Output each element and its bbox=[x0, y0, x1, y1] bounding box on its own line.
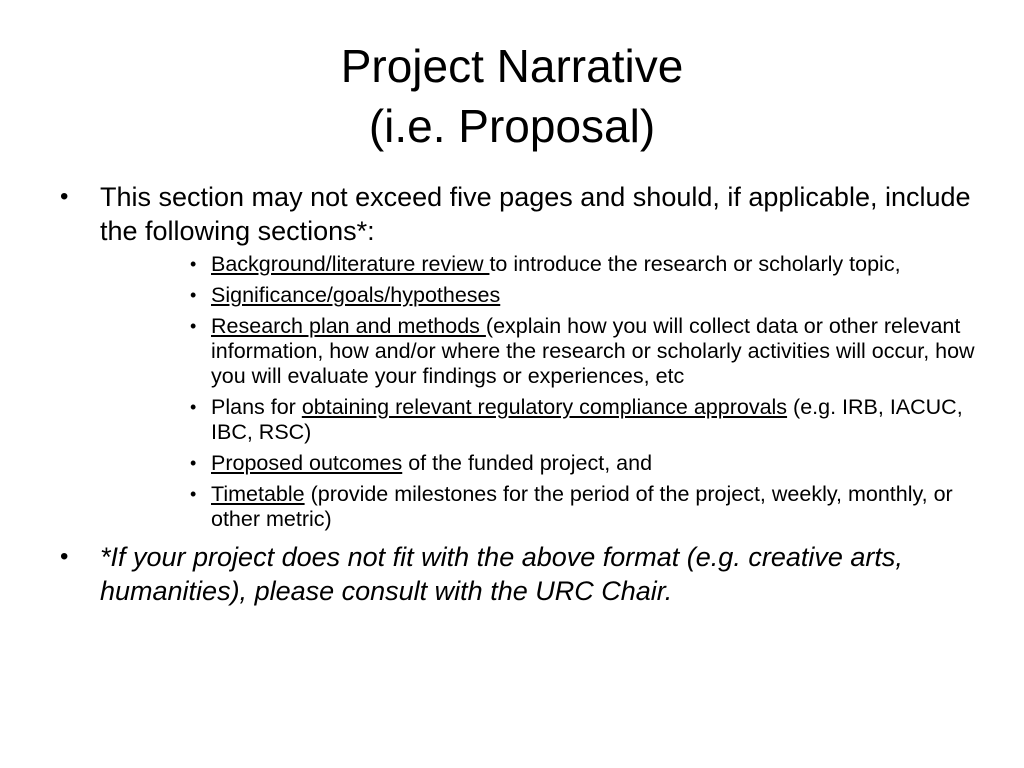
sub-item-underlined: Proposed outcomes bbox=[211, 451, 403, 475]
bullet-icon: • bbox=[60, 183, 69, 210]
bullet-icon: • bbox=[190, 254, 197, 274]
bullet-item-sections bbox=[60, 180, 980, 248]
sub-item-timetable bbox=[190, 482, 980, 532]
sub-item-text: (explain how you will collect data or other relevant information, how and/or where the research or scholarly activities will occur, how you will evaluate your findings or experiences, etc bbox=[211, 314, 975, 388]
sub-item-prefix: Plans for bbox=[211, 395, 302, 419]
sub-item-text: to introduce the research or scholarly topic, bbox=[489, 252, 901, 276]
sub-item-underlined: Research plan and methods bbox=[211, 314, 486, 338]
bullet-icon: • bbox=[60, 543, 69, 570]
slide-body bbox=[60, 180, 980, 612]
sub-item-significance bbox=[190, 283, 980, 308]
sub-item-text: (e.g. IRB, IACUC, IBC, RSC) bbox=[211, 395, 963, 444]
sub-item-underlined: Timetable bbox=[211, 482, 305, 506]
bullet-text: *If your project does not fit with the above format (e.g. creative arts, humanities), please consult with the URC Chair. bbox=[100, 542, 903, 606]
slide-title bbox=[0, 36, 1024, 156]
sub-item-underlined: Significance/goals/hypotheses bbox=[211, 283, 501, 307]
sub-bullet-list bbox=[60, 252, 980, 532]
bullet-item-note bbox=[60, 540, 980, 608]
sub-item-text: of the funded project, and bbox=[402, 451, 653, 475]
sub-item-underlined: obtaining relevant regulatory compliance approvals bbox=[301, 395, 788, 419]
title-line-1: Project Narrative bbox=[340, 40, 684, 92]
sub-item-background bbox=[190, 252, 980, 277]
sub-item-outcomes bbox=[190, 451, 980, 476]
bullet-icon: • bbox=[190, 285, 197, 305]
bullet-icon: • bbox=[190, 316, 197, 336]
sub-item-research-plan bbox=[190, 314, 980, 389]
bullet-icon: • bbox=[190, 484, 197, 504]
sub-item-text: (provide milestones for the period of the project, weekly, monthly, or other metric) bbox=[211, 482, 953, 531]
sub-item-compliance bbox=[190, 395, 980, 445]
bullet-icon: • bbox=[190, 397, 197, 417]
bullet-text: This section may not exceed five pages and should, if applicable, include the following sections*: bbox=[100, 182, 971, 246]
bullet-icon: • bbox=[190, 453, 197, 473]
title-line-2: (i.e. Proposal) bbox=[368, 100, 656, 152]
sub-item-underlined: Background/literature review bbox=[211, 252, 490, 276]
